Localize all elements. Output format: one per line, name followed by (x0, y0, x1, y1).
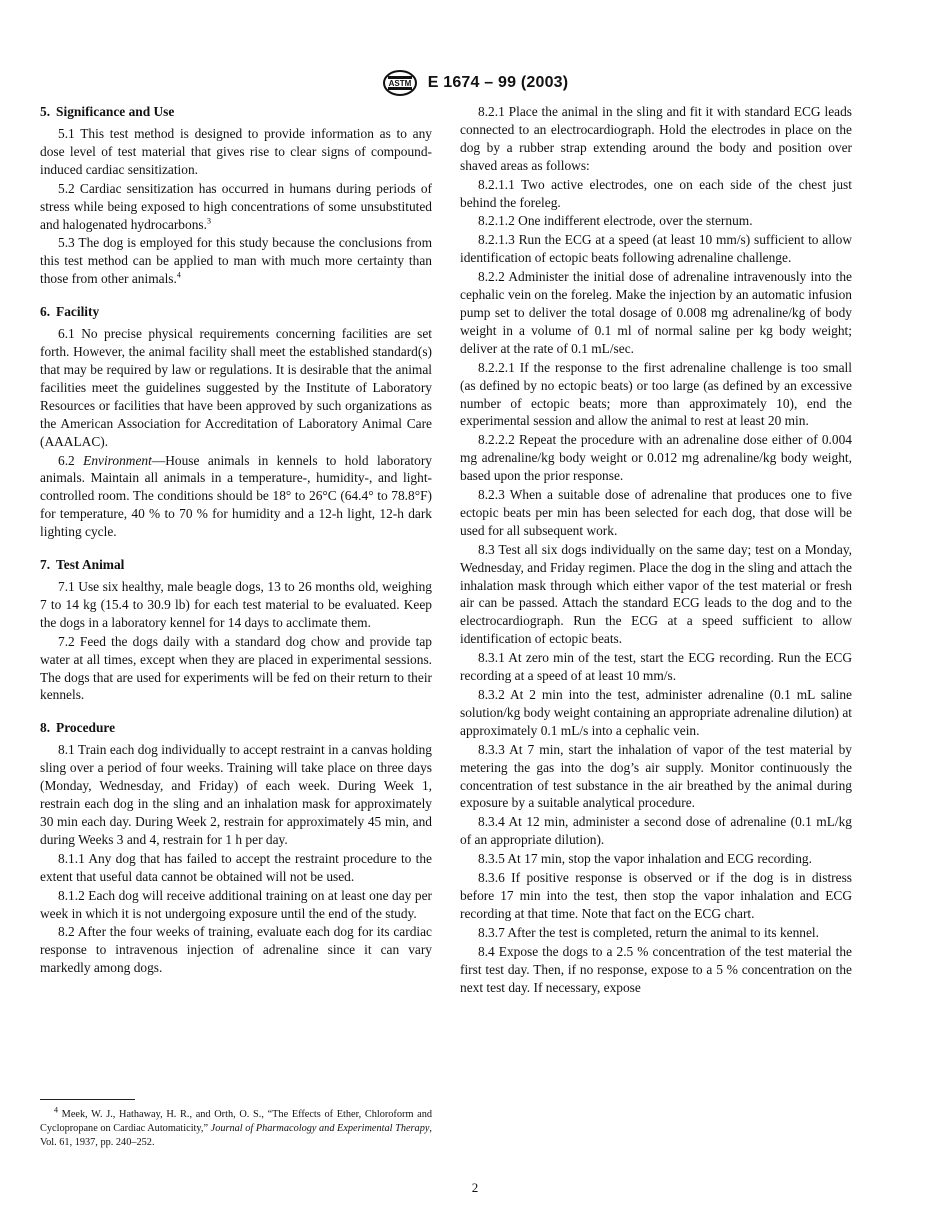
paragraph: 8.2.3 When a suitable dose of adrenaline that produces one to five ectopic beats per min has been selected for each dog, that dose will be used for all subsequent work. (460, 487, 852, 538)
paragraph: 8.2.2.2 Repeat the procedure with an adrenaline dose either of 0.004 mg adrenaline/kg body weight or 0.012 mg adrenaline/kg body weight, based upon the prior response. (460, 432, 852, 484)
right-column (460, 103, 852, 997)
paragraph: 8.2.2 Administer the initial dose of adrenaline intravenously into the cephalic vein on the foreleg. Make the injection by an automatic infusion pump set to deliver the total dosage of 0.008 mg adrenaline/kg of body weight in a volume of 0.1 ml of normal saline per kg body weight; deliver at the rate of 0.1 mL/sec. (460, 269, 852, 356)
section-7 (40, 556, 432, 704)
paragraph: 8.3.4 At 12 min, administer a second dose of adrenaline (0.1 mL/kg of an appropriate dilution). (460, 814, 852, 848)
paragraph: 8.3.1 At zero min of the test, start the ECG recording. Run the ECG recording at a speed of at least 10 mm/s. (460, 650, 852, 684)
paragraph: 8.1 Train each dog individually to accept restraint in a canvas holding sling over a period of four weeks. Training will take place on three days (Monday, Wednesday, and Friday) of each week. During Week 1, restrain each dog in the sling and an inhalation mask for approximately 30 min each day. During Week 2, restrain for approximately 45 min, and during Weeks 3 and 4, restrain for 1 h per day. (40, 742, 432, 847)
page-header (0, 70, 950, 96)
paragraph: 7.1 Use six healthy, male beagle dogs, 13 to 26 months old, weighing 7 to 14 kg (15.4 to 30.9 lb) for each test material to be evaluated. Keep the dogs in a laboratory kennel for 14 days to acclimate them. (40, 579, 432, 630)
paragraph: 8.3.7 After the test is completed, return the animal to its kennel. (478, 924, 820, 940)
paragraph: 5.2 Cardiac sensitization has occurred in humans during periods of stress while being exposed to high concentrations of some unsubstituted and halogenated hydrocarbons.$^3$ (40, 180, 432, 232)
paragraph: 5.3 The dog is employed for this study because the conclusions from this test method can be applied to man with much more certainty than those from other animals.$^4$ (40, 235, 432, 287)
section-heading: 6. Facility (40, 304, 100, 320)
paragraph: 8.2.1.3 Run the ECG at a speed (at least 10 mm/s) sufficient to allow identification of ectopic beats following adrenaline challenge. (460, 232, 852, 266)
paragraph: 8.3 Test all six dogs individually on the same day; test on a Monday, Wednesday, and Friday regimen. Place the dog in the sling and attach the inhalation mask through which either vapor of the test material or fresh air can be passed. Attach the standard ECG leads to the dog and to the electrocardiograph. Run the ECG at a speed sufficient to allow identification of ectopic beats. (460, 541, 852, 647)
document-designation: E 1674 – 99 (2003) (427, 74, 569, 91)
paragraph: 5.1 This test method is designed to provide information as to any dose level of test material that gives rise to clear signs of compound-induced cardiac sensitization. (40, 126, 432, 177)
paragraph: 8.1.2 Each dog will receive additional training on at least one day per week in which it is not undergoing exposure until the end of the study. (40, 887, 432, 921)
paragraph: 8.2.1.1 Two active electrodes, one on each side of the chest just behind the foreleg. (460, 176, 852, 210)
astm-logo-icon (382, 70, 418, 96)
footnote-ref: 3 (206, 216, 211, 226)
paragraph: 8.3.3 At 7 min, start the inhalation of vapor of the test material by metering the gas into the dog’s air supply. Monitor continuously the concentration of test substance in the air breathed by the animal during exposure by a suitable analytical procedure. (460, 741, 852, 811)
left-column (40, 103, 432, 992)
paragraph: 8.2.1 Place the animal in the sling and fit it with standard ECG leads connected to an electrocardiograph. Hold the electrodes in place on the dog by a rubber strap extending around the body and position over shaved areas as follows: (460, 104, 852, 173)
paragraph: 8.2.1.2 One indifferent electrode, over the sternum. (478, 213, 753, 229)
svg-text:ASTM: ASTM (388, 79, 412, 88)
footnote-divider (40, 1099, 135, 1100)
paragraph: 8.3.2 At 2 min into the test, administer adrenaline (0.1 mL saline solution/kg body weight containing an appropriate adrenaline dilution) at approximately 0.1 mL/s into a cephalic vein. (460, 687, 852, 738)
paragraph: 8.2.2.1 If the response to the first adrenaline challenge is too small (as defined by no ectopic beats) or too large (as defined by an excessive number of ectopic beats; more than approximately 10), end the experimental session and allow the animal to rest at least 20 min. (460, 359, 852, 429)
footnote-ref: 4 (176, 270, 181, 280)
paragraph: 8.1.1 Any dog that has failed to accept the restraint procedure to the extent that useful data cannot be obtained will not be used. (40, 850, 432, 884)
paragraph: 8.3.5 At 17 min, stop the vapor inhalation and ECG recording. (478, 851, 812, 867)
paragraph: 8.2 After the four weeks of training, evaluate each dog for its cardiac response to intravenous injection of adrenaline since it can vary markedly among dogs. (40, 924, 432, 976)
section-5 (40, 103, 432, 288)
paragraph: 6.1 No precise physical requirements concerning facilities are set forth. However, the animal facility shall meet the established standard(s) that may be required by law or regulations. It is desirable that the animal facilities meet the guidelines suggested by the Institute of Laboratory Resources or facilities that have been approved by such organizations as the American Association for Accreditation of Laboratory Animal Care (AAALAC). (40, 326, 432, 449)
paragraph: 7.2 Feed the dogs daily with a standard dog chow and provide tap water at all times, except when they are placed in experimental sessions. The dogs that are used for experiments will be fed on their return to their kennels. (40, 633, 432, 703)
section-heading: 7. Test Animal (40, 557, 125, 573)
section-6 (40, 303, 432, 541)
section-8 (40, 719, 432, 977)
paragraph: 8.3.6 If positive response is observed or if the dog is in distress before 17 min into the test, then stop the vapor inhalation and ECG recording at that time. Note that fact on the ECG chart. (460, 870, 852, 921)
section-heading: 5. Significance and Use (40, 104, 175, 119)
page-number: 2 (471, 1180, 479, 1195)
paragraph: 6.2 Environment—House animals in kennels to hold laboratory animals. Maintain all animals in a temperature-, humidity-, and light-controlled room. The conditions should be 18° to 26°C (64.4° to 78.8°F) for temperature, 40 % to 70 % for humidity and a 12-h light, 12-h dark lighting cycle. (40, 452, 432, 540)
paragraph: 8.4 Expose the dogs to a 2.5 % concentration of the test material the first test day. Then, if no response, expose to a 5 % concentration on the next test day. If necessary, expose (460, 943, 852, 995)
section-heading: 8. Procedure (40, 720, 116, 736)
footnote: $^4$ Meek, W. J., Hathaway, H. R., and Orth, O. S., “The Effects of Ether, Chloroform and Cyclopropane on Cardiac Automaticity,” Journal of Pharmacology and Experimental Therapy, Vol. 61, 1937, pp. 240–252. (40, 1105, 432, 1148)
